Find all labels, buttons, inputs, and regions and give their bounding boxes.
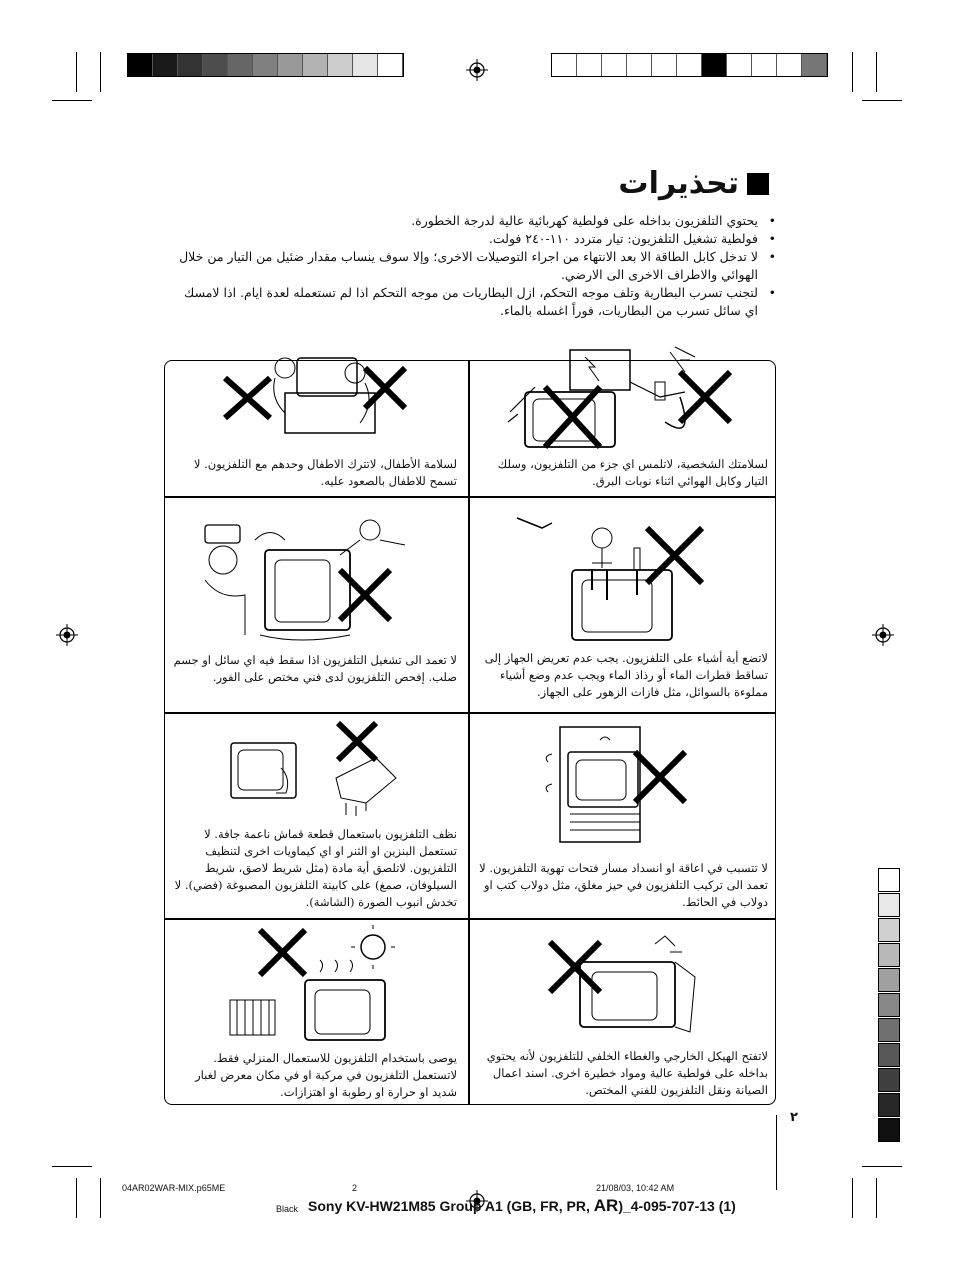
color-swatch — [303, 54, 328, 76]
color-swatch — [228, 54, 253, 76]
page-title: تحذيرات — [618, 166, 739, 201]
color-swatch — [878, 1018, 900, 1042]
color-swatch — [203, 54, 228, 76]
warning-location-text: يوصى باستخدام التلفزيون للاستعمال المنزلي فقط. لاتستعمل التلفزيون في مركبة او في مكان معرض لغبار شديد او حرارة او رطوبة او اهتزازات. — [195, 1051, 457, 1099]
open-cabinet-illustration — [540, 932, 730, 1037]
color-swatch — [278, 54, 303, 76]
warning-children-text: لسلامة الأطفال، لاتترك الاطفال وحدهم مع التلفزيون. لا تسمح للاطفال بالصعود عليه. — [193, 457, 457, 488]
grid-divider — [468, 360, 470, 1105]
heat-source-illustration — [225, 925, 405, 1045]
footer-date: 21/08/03, 10:42 AM — [596, 1183, 675, 1193]
crop-mark — [852, 52, 853, 92]
grid-divider — [164, 918, 776, 920]
crop-mark — [100, 52, 101, 92]
footer-model-prefix: Sony KV-HW21M85 Group A1 (GB, FR, PR, — [308, 1198, 594, 1214]
crop-mark — [862, 100, 902, 101]
crop-mark — [876, 1178, 877, 1218]
blocked-ventilation-illustration — [540, 722, 700, 847]
color-swatch — [878, 918, 900, 942]
color-swatch — [878, 868, 900, 892]
vase-on-tv-illustration — [512, 508, 712, 648]
cleaning-tv-illustration — [226, 718, 406, 818]
color-swatch — [878, 1043, 900, 1067]
footer-model-ar: AR — [593, 1196, 619, 1215]
registration-mark-icon — [872, 624, 894, 646]
children-climbing-illustration — [215, 348, 415, 448]
section-title — [618, 166, 769, 201]
bullet-item: • لا تدخل كابل الطاقة الا بعد الانتهاء من اجراء التوصيلات الاخرى؛ وإلا سوف ينساب مقدار ضئيل من التيار من خلال الهوائي والاطراف الاخرى الى الارضي. — [176, 248, 776, 284]
registration-mark-icon — [56, 624, 78, 646]
bullet-item: • فولطية تشغيل التلفزيون: تيار متردد ١١٠-٢٤٠ فولت. — [176, 230, 776, 248]
crop-mark — [76, 1178, 77, 1218]
crop-mark — [100, 1178, 101, 1218]
grid-divider — [164, 712, 776, 714]
footer-color: Black — [276, 1204, 299, 1214]
lightning-tv-illustration — [500, 342, 740, 452]
warning-cabinet-text: لاتفتح الهيكل الخارجي والغطاء الخلفي للتلفزيون لأنه يحتوي بداخله على فولطية عالية ومواد خطيرة اخرى. اسند اعمال الصيانة ونقل التلفزيون للفني المختص. — [486, 1049, 768, 1097]
spill-on-tv-illustration — [195, 510, 420, 645]
grid-divider — [164, 496, 776, 498]
color-swatch — [178, 54, 203, 76]
color-swatch — [878, 1093, 900, 1117]
color-swatch — [153, 54, 178, 76]
crop-mark — [776, 1115, 777, 1190]
crop-mark — [852, 1178, 853, 1218]
warning-cleaning-text: نظف التلفزيون باستعمال قطعة قماش ناعمة جافة. لا تستعمل البنزين او الثنر او اي كيماويات اخرى لتنظيف التلفزيون. لاتلصق أية مادة (مثل شريط لاصق، شريط السيلوفان، صمغ) على كابينة التلفزيون المصبوغة (فضي). لا تخدش انبوب الصورة (الشاشة). — [174, 827, 457, 909]
crop-mark — [862, 1166, 902, 1167]
color-swatch — [878, 968, 900, 992]
registration-mark-icon — [466, 59, 488, 81]
title-square-icon — [747, 173, 769, 195]
color-swatch — [878, 1068, 900, 1092]
page-number: ٢ — [790, 1110, 798, 1125]
color-swatch — [128, 54, 153, 76]
bullet-item: • لتجنب تسرب البطارية وتلف موجه التحكم، ازل البطاريات من موجه التحكم اذا لم تستعمله لعدة ايام. اذا لامسك اي سائل تسرب من البطاريات، فوراً اغسله بالماء. — [176, 284, 776, 320]
warning-ventilation-text: لا تتسبب في اعاقة او انسداد مسار فتحات تهوية التلفزيون. لا تعمد الى تركيب التلفزيون في حيز مغلق، مثل دولاب كتب او دولاب في الحائط. — [479, 861, 768, 909]
crop-mark — [76, 52, 77, 92]
warning-bullet-list — [176, 212, 776, 320]
footer-model-suffix: )_4-095-707-13 (1) — [618, 1198, 736, 1214]
color-swatch — [328, 54, 353, 76]
crop-mark — [52, 1166, 92, 1167]
footer-page: 2 — [352, 1183, 358, 1193]
footer-model — [308, 1196, 736, 1216]
warning-objects-text: لاتضع أية أشياء على التلفزيون. يجب عدم تعريض الجهاز إلى تساقط قطرات الماء أو رذاذ الماء ويجب عدم وضع أشياء مملوءة بالسوائل، مثل فازات الزهور على الجهاز. — [484, 651, 768, 699]
crop-mark — [52, 100, 92, 101]
color-swatch — [878, 943, 900, 967]
bullet-item: • يحتوي التلفزيون بداخله على فولطية كهربائية عالية لدرجة الخطورة. — [176, 212, 776, 230]
grayscale-color-bar — [127, 53, 404, 77]
crop-mark — [876, 52, 877, 92]
color-swatch — [378, 54, 403, 76]
color-swatch — [353, 54, 378, 76]
color-swatch — [253, 54, 278, 76]
color-swatch — [878, 893, 900, 917]
color-swatch — [878, 1118, 900, 1142]
footer-file: 04AR02WAR-MIX.p65ME — [122, 1183, 226, 1193]
warning-lightning-text: لسلامتك الشخصية، لاتلمس اي جزء من التلفزيون، وسلك التيار وكابل الهوائي اثناء نوبات البرق. — [497, 457, 768, 488]
registration-color-bar — [551, 53, 828, 77]
warning-liquid-text: لا تعمد الى تشغيل التلفزيون اذا سقط فيه اي سائل او جسم صلب. إفحص التلفزيون لدى فني مختص على الفور. — [173, 653, 457, 684]
color-swatch — [878, 993, 900, 1017]
